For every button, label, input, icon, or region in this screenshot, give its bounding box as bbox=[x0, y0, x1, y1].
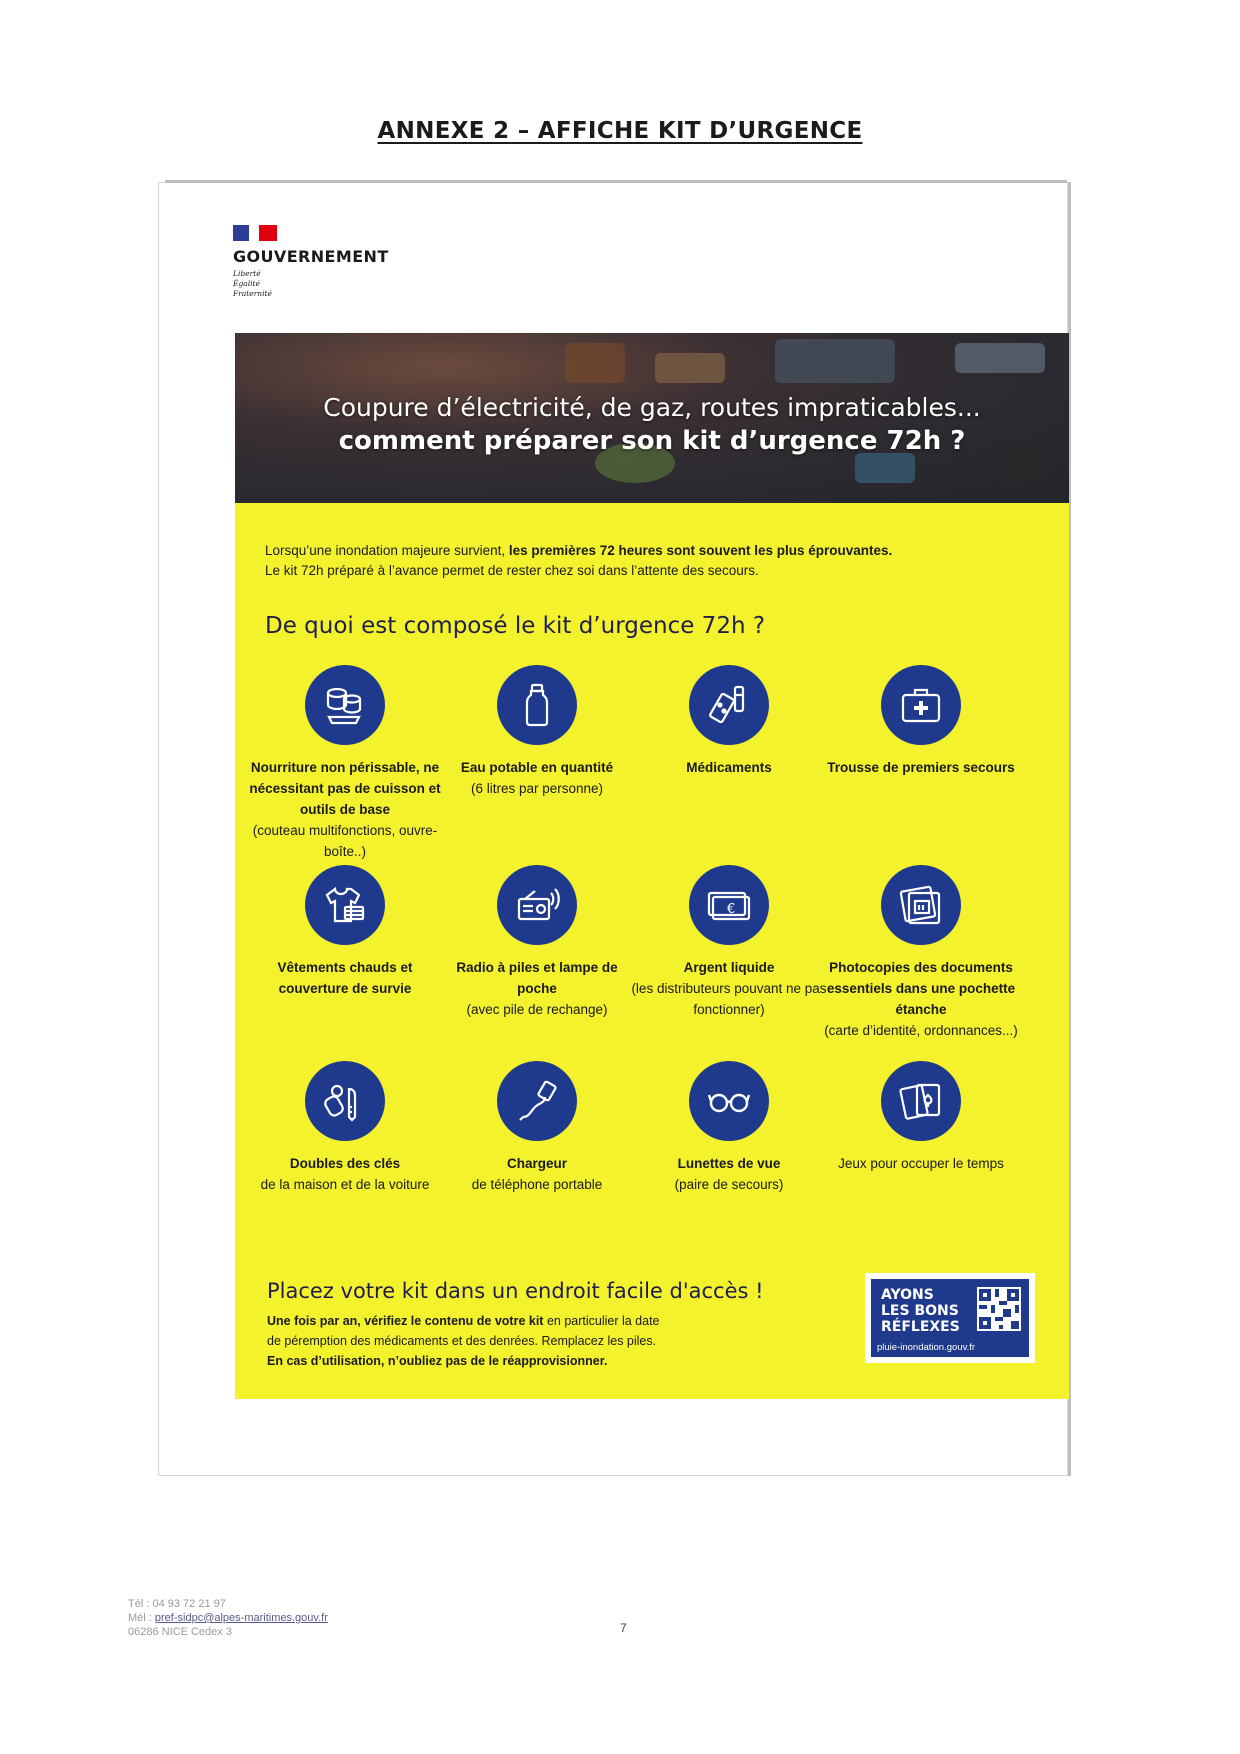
kit-item: Lunettes de vue (paire de secours) bbox=[629, 1061, 829, 1195]
government-logo bbox=[233, 225, 389, 299]
medicine-icon bbox=[689, 665, 769, 745]
page-number: 7 bbox=[620, 1621, 627, 1635]
hero-banner bbox=[235, 333, 1069, 503]
kit-item: Photocopies des documents essentiels dans une pochette étanche (carte d’identité, ordonnances...) bbox=[821, 865, 1021, 1041]
svg-text:€: € bbox=[726, 902, 736, 917]
kit-item: Chargeur de téléphone portable bbox=[437, 1061, 637, 1195]
phone-charger-icon bbox=[497, 1061, 577, 1141]
kit-item: Eau potable en quantité (6 litres par personne) bbox=[437, 665, 637, 799]
poster-scan-edge bbox=[165, 180, 1067, 183]
bottom-text: Une fois par an, vérifiez le contenu de votre kit en particulier la date de péremption des médicaments et des denrées. Remplacez les piles. En cas d’utilisation, n’oubliez pas de le réapprovisionner. bbox=[267, 1314, 660, 1368]
reflex-badge bbox=[865, 1273, 1035, 1363]
emergency-kit-poster bbox=[158, 182, 1068, 1476]
qr-code-icon bbox=[977, 1287, 1021, 1331]
footer-contact: Tél : 04 93 72 21 97 Mél : pref-sidpc@alpes-maritimes.gouv.fr 06286 NICE Cedex 3 bbox=[128, 1598, 328, 1638]
food-cans-icon bbox=[305, 665, 385, 745]
kit-item: Nourriture non périssable, ne nécessitant pas de cuisson et outils de base (couteau multifonctions, ouvre-boîte..) bbox=[245, 665, 445, 862]
annex-title: ANNEXE 2 – AFFICHE KIT D’URGENCE bbox=[377, 118, 863, 144]
radio-icon bbox=[497, 865, 577, 945]
first-aid-kit-icon bbox=[881, 665, 961, 745]
section-title: De quoi est composé le kit d’urgence 72h ? bbox=[265, 613, 766, 639]
kit-item: Médicaments bbox=[629, 665, 829, 778]
kit-item: Vêtements chauds et couverture de survie bbox=[245, 865, 445, 999]
cash-icon bbox=[689, 865, 769, 945]
kit-item: Jeux pour occuper le temps bbox=[821, 1061, 1021, 1174]
kit-item: € Argent liquide (les distributeurs pouvant ne pas fonctionner) bbox=[629, 865, 829, 1020]
marianne-flag-icon bbox=[233, 225, 277, 241]
reflex-title: AYONS LES BONS RÉFLEXES bbox=[881, 1287, 960, 1335]
intro-text: Lorsqu’une inondation majeure survient, les premières 72 heures sont souvent les plus éprouvantes. Le kit 72h préparé à l’avance permet de rester chez soi dans l’attente des secours. bbox=[265, 543, 893, 578]
warm-clothes-icon bbox=[305, 865, 385, 945]
government-motto: Liberté Égalité Fraternité bbox=[233, 269, 272, 298]
keys-icon bbox=[305, 1061, 385, 1141]
reflex-url[interactable]: pluie-inondation.gouv.fr bbox=[877, 1342, 976, 1353]
government-name: GOUVERNEMENT bbox=[233, 247, 389, 266]
hero-title: Coupure d’électricité, de gaz, routes impraticables... comment préparer son kit d’urgence 72h ? bbox=[323, 393, 981, 456]
water-bottle-icon bbox=[497, 665, 577, 745]
playing-cards-icon bbox=[881, 1061, 961, 1141]
poster-content-panel bbox=[235, 503, 1069, 1399]
kit-item: Radio à piles et lampe de poche (avec pile de rechange) bbox=[437, 865, 637, 1020]
kit-item: Trousse de premiers secours bbox=[821, 665, 1021, 778]
glasses-icon bbox=[689, 1061, 769, 1141]
email-link[interactable]: pref-sidpc@alpes-maritimes.gouv.fr bbox=[154, 1612, 328, 1624]
kit-item: Doubles des clés de la maison et de la voiture bbox=[245, 1061, 445, 1195]
documents-icon bbox=[881, 865, 961, 945]
bottom-title: Placez votre kit dans un endroit facile d'accès ! bbox=[267, 1279, 764, 1303]
